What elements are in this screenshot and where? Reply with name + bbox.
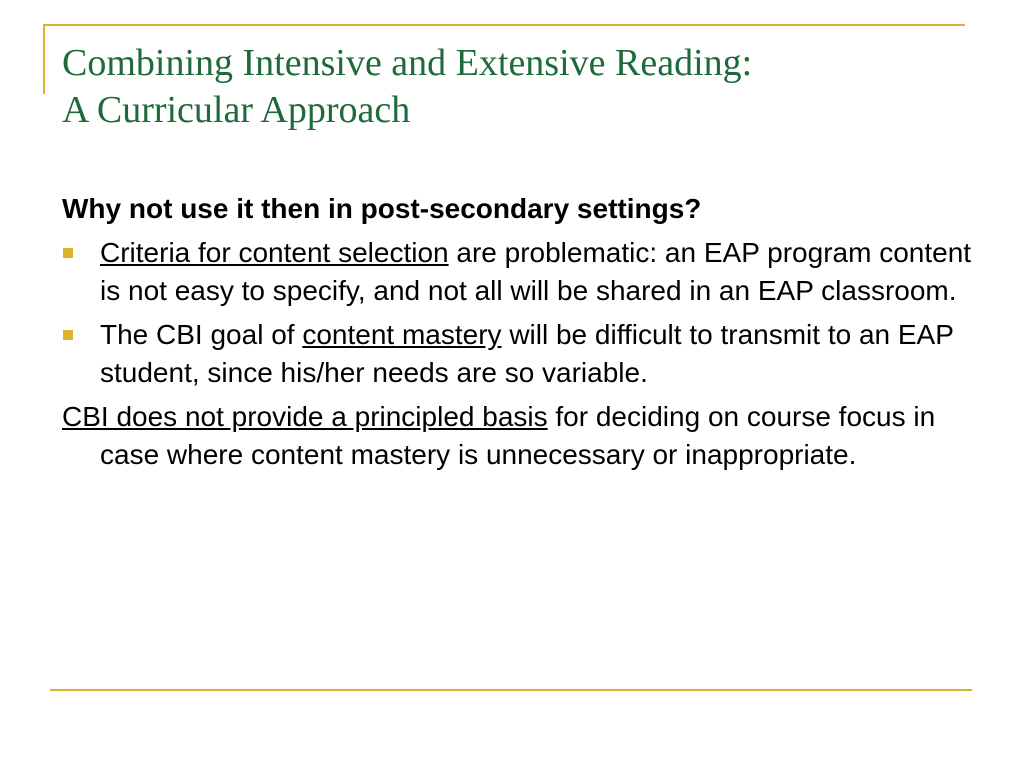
- bullet-text: are problematic: an EAP program content is not easy to specify, and not all will be shared in an EAP classroom.: [100, 237, 972, 306]
- square-bullet-icon: [63, 248, 73, 258]
- slide-title-line-2: A Curricular Approach: [62, 89, 411, 131]
- bullet-text-prefix: The CBI goal of: [100, 319, 303, 350]
- section-heading: Why not use it then in post-secondary settings?: [62, 193, 702, 224]
- square-bullet-icon: [63, 330, 73, 340]
- bullet-text: will be difficult to transmit to an EAP student, since his/her needs are so variable.: [100, 319, 954, 388]
- bottom-rule: [50, 689, 972, 691]
- underlined-text: CBI does not provide a principled basis: [62, 401, 548, 432]
- slide-body: [62, 190, 972, 474]
- top-rule: [43, 24, 965, 26]
- conclusion-paragraph: [62, 398, 972, 474]
- bullet-list: [62, 234, 972, 392]
- underlined-text: content mastery: [302, 319, 502, 350]
- slide-title: [62, 40, 962, 134]
- underlined-text: Criteria for content selection: [100, 237, 449, 268]
- slide-title-line-1: Combining Intensive and Extensive Reading:: [62, 42, 753, 84]
- left-rule: [43, 24, 45, 94]
- bullet-item-criteria: [62, 234, 972, 310]
- conclusion-text: for deciding on course focus in case where content mastery is unnecessary or inappropriate.: [100, 401, 936, 470]
- bullet-item-cbi-goal: [62, 316, 972, 392]
